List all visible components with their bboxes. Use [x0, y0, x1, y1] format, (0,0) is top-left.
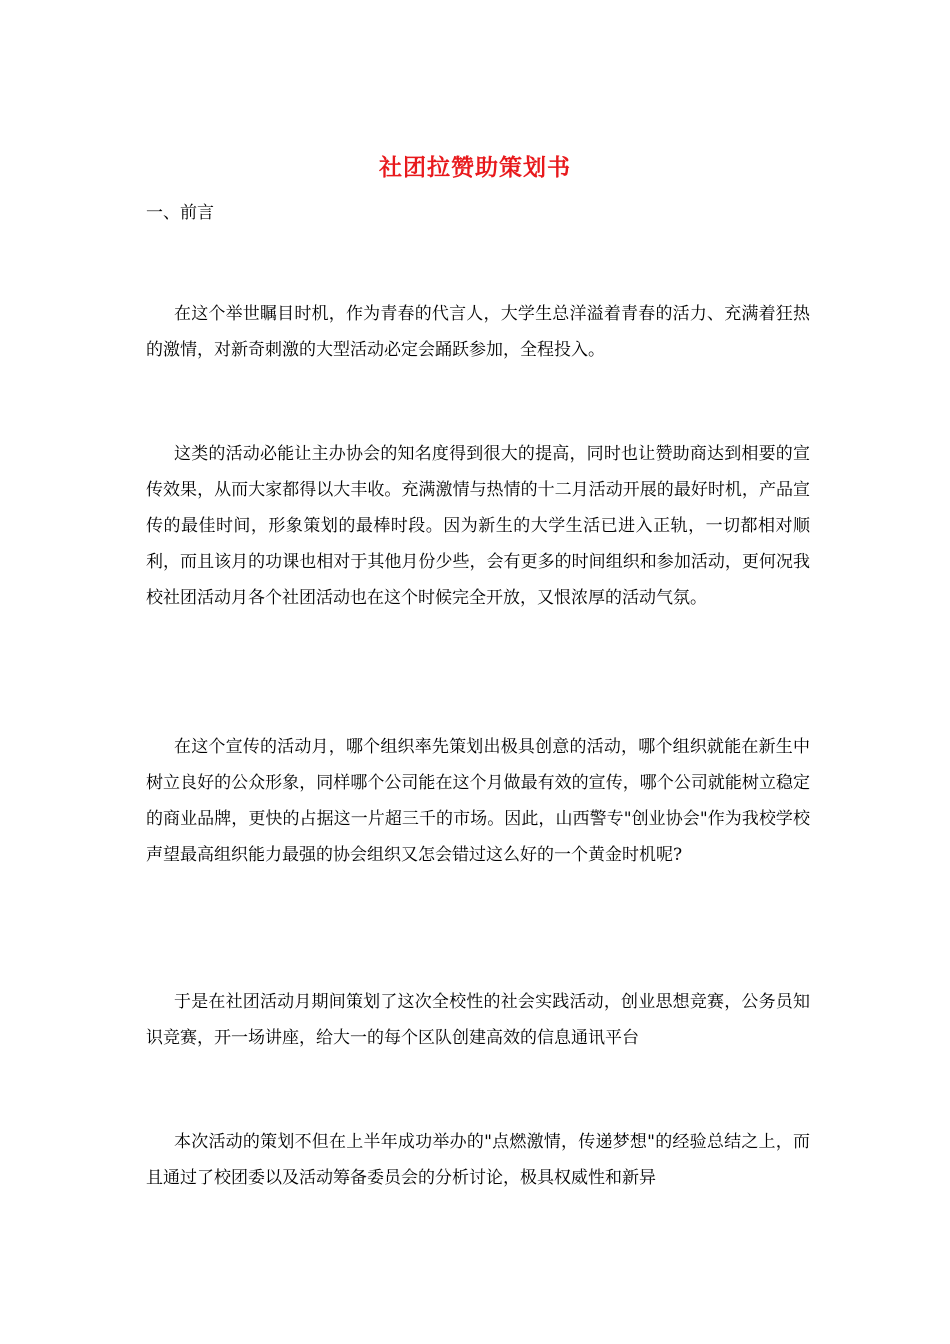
- paragraph: 在这个举世瞩目时机，作为青春的代言人，大学生总洋溢着青春的活力、充满着狂热的激情，对新奇刺激的大型活动必定会踊跃参加，全程投入。: [146, 304, 810, 360]
- paragraph: 这类的活动必能让主办协会的知名度得到很大的提高，同时也让赞助商达到相要的宣传效果，从而大家都得以大丰收。充满激情与热情的十二月活动开展的最好时机，产品宣传的最佳时间，形象策划的最棒时段。因为新生的大学生活已进入正轨，一切都相对顺利，而且该月的功课也相对于其他月份少些，会有更多的时间组织和参加活动，更何况我校社团活动月各个社团活动也在这个时候完全开放，又恨浓厚的活动气氛。: [146, 444, 810, 608]
- paragraph: 在这个宣传的活动月，哪个组织率先策划出极具创意的活动，哪个组织就能在新生中树立良好的公众形象，同样哪个公司能在这个月做最有效的宣传，哪个公司就能树立稳定的商业品牌，更快的占据这一片超三千的市场。因此，山西警专"创业协会"作为我校学校声望最高组织能力最强的协会组织又怎会错过这么好的一个黄金时机呢?: [146, 737, 810, 865]
- paragraph: 于是在社团活动月期间策划了这次全校性的社会实践活动，创业思想竞赛，公务员知识竞赛，开一场讲座，给大一的每个区队创建高效的信息通讯平台: [146, 992, 810, 1048]
- section-heading: 一、前言: [146, 203, 214, 223]
- paragraph: 本次活动的策划不但在上半年成功举办的"点燃激情，传递梦想"的经验总结之上，而且通过了校团委以及活动筹备委员会的分析讨论，极具权威性和新异: [146, 1132, 810, 1188]
- document-title: 社团拉赞助策划书: [379, 154, 571, 181]
